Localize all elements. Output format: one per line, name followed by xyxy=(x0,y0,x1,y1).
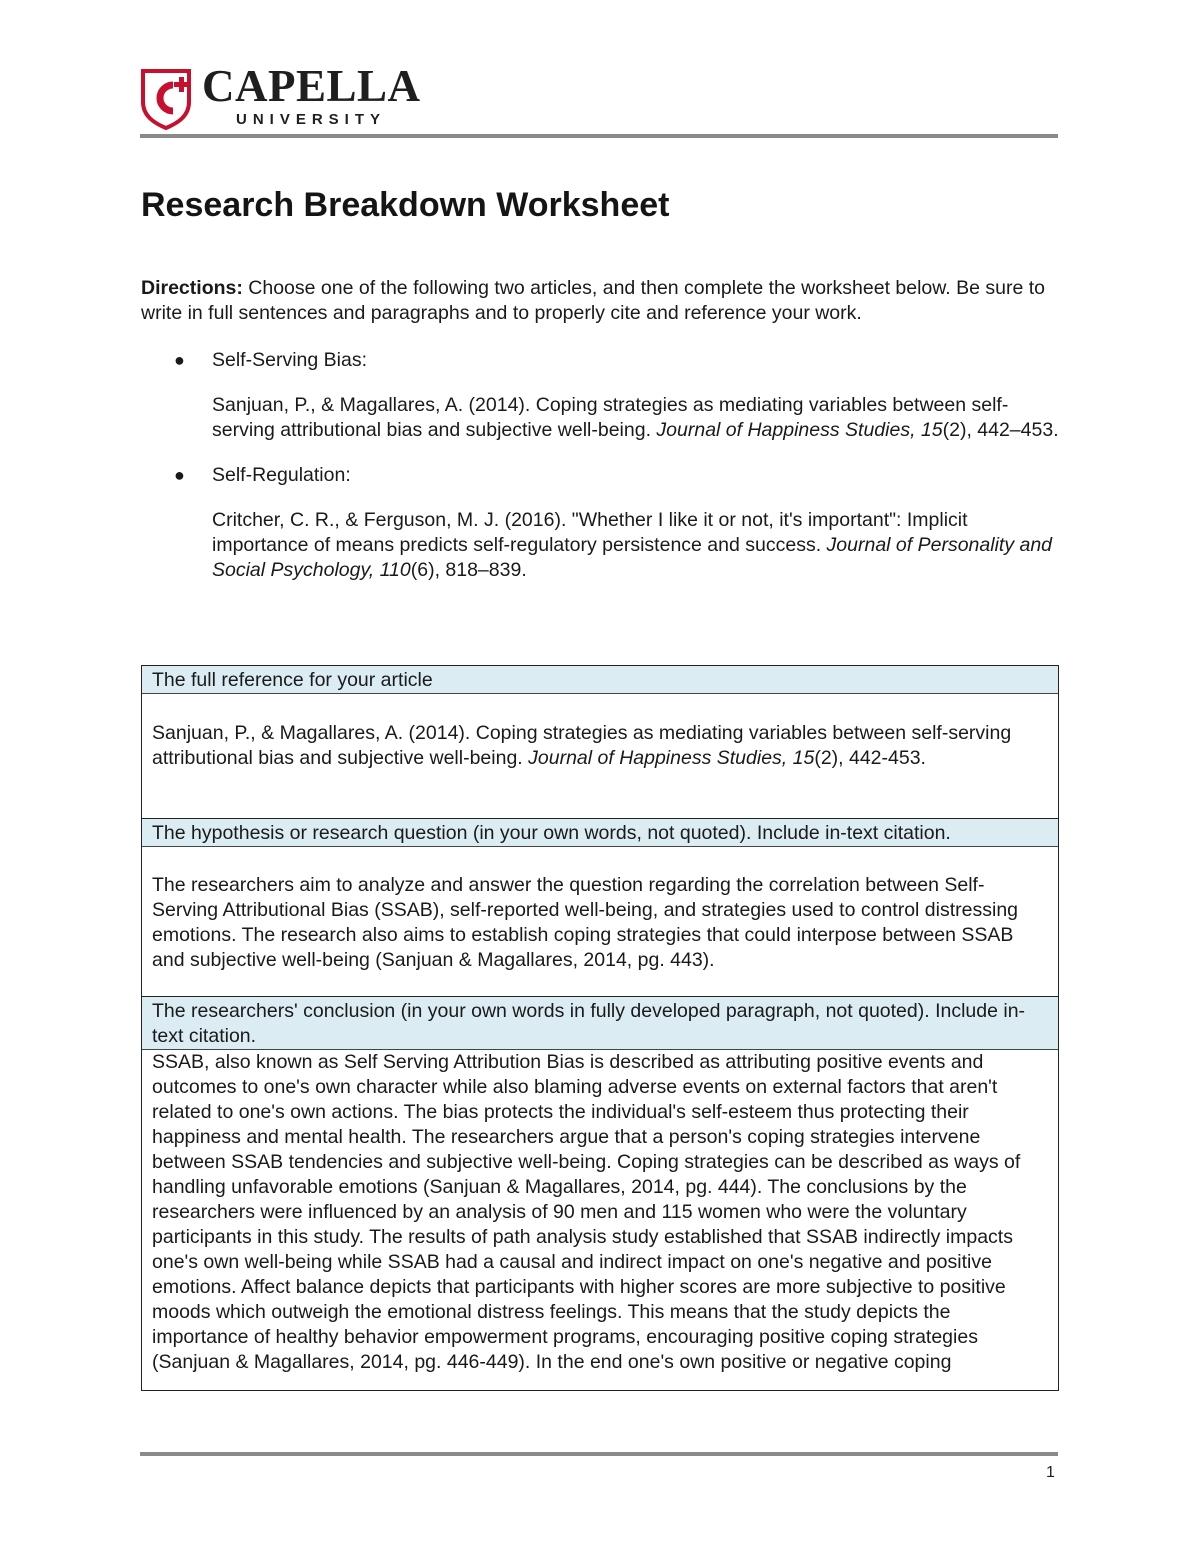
reference-text: Critcher, C. R., & Ferguson, M. J. (2016). "Whether I like it or not, it's important": Implicit importance of means predicts self-regulatory persistence and success. xyxy=(212,509,968,556)
article-reference xyxy=(212,393,1062,443)
article-list xyxy=(141,348,1071,603)
list-item xyxy=(141,463,1071,583)
footer-divider xyxy=(140,1452,1058,1456)
conclusion-answer[interactable]: SSAB, also known as Self Serving Attribution Bias is described as attributing positive events and outcomes to one's own character while also blaming adverse events on external factors that aren't related to one's own actions. The bias protects the individual's self-esteem thus protecting their happiness and mental health. The researchers argue that a person's coping strategies intervene between SSAB tendencies and subjective well-being. Coping strategies can be described as ways of handling unfavorable emotions (Sanjuan & Magallares, 2014, pg. 444). The conclusions by the researchers were influenced by an analysis of 90 men and 115 women who were the voluntary participants in this study. The results of path analysis study established that SSAB indirectly impacts one's own well-being while SSAB had a causal and indirect impact on one's negative and positive emotions. Affect balance depicts that participants with higher scores are more subjective to positive moods which outweigh the emotional distress feelings. This means that the study depicts the importance of healthy behavior empowerment programs, encouraging positive coping strategies (Sanjuan & Magallares, 2014, pg. 446-449). In the end one's own positive or negative coping xyxy=(152,1051,1021,1373)
answer-reference-journal: Journal of Happiness Studies, 15 xyxy=(528,747,815,769)
reference-journal: Journal of Personality and Social Psychology, 110 xyxy=(212,534,1053,581)
directions-label: Directions: xyxy=(141,277,243,299)
article-reference xyxy=(212,508,1062,583)
list-item xyxy=(141,348,1071,443)
article-heading: Self-Regulation: xyxy=(212,464,351,486)
reference-answer[interactable] xyxy=(142,694,1058,819)
header-divider xyxy=(140,134,1058,138)
reference-issue: (6), 818–839. xyxy=(410,559,527,581)
directions-paragraph xyxy=(141,276,1066,326)
answer-reference-issue: (2), 442-453. xyxy=(814,747,926,769)
reference-issue: (2), 442–453. xyxy=(942,419,1059,441)
logo-wordmark: CAPELLA xyxy=(202,61,421,111)
directions-text: Choose one of the following two articles, and then complete the worksheet below. Be sure to write in full sentences and paragraphs and to properly cite and reference your work. xyxy=(141,277,1045,324)
capella-shield-icon xyxy=(140,68,192,130)
answer-reference-text: Sanjuan, P., & Magallares, A. (2014). Coping strategies as mediating variables between self-serving attributional bias and subjective well-being. xyxy=(152,722,1012,769)
capella-logo xyxy=(140,61,440,132)
worksheet-table xyxy=(141,665,1059,1391)
conclusion-header: The researchers' conclusion (in your own words in fully developed paragraph, not quoted). Include in-text citation. xyxy=(142,997,1058,1050)
reference-text: Sanjuan, P., & Magallares, A. (2014). Coping strategies as mediating variables between self-serving attributional bias and subjective well-being. xyxy=(212,394,1009,441)
hypothesis-answer[interactable]: The researchers aim to analyze and answer the question regarding the correlation between Self-Serving Attributional Bias (SSAB), self-reported well-being, and strategies used to control distressing emotions. The research also aims to establish coping strategies that could interpose between SSAB and subjective well-being (Sanjuan & Magallares, 2014, pg. 443). xyxy=(142,847,1058,997)
page-title: Research Breakdown Worksheet xyxy=(141,186,670,224)
bullet-icon: ● xyxy=(174,350,185,370)
reference-header: The full reference for your article xyxy=(142,666,1058,694)
hypothesis-header: The hypothesis or research question (in your own words, not quoted). Include in-text citation. xyxy=(142,819,1058,847)
reference-journal: Journal of Happiness Studies, 15 xyxy=(656,419,943,441)
page-number: 1 xyxy=(1046,1464,1055,1481)
article-heading: Self-Serving Bias: xyxy=(212,349,367,371)
bullet-icon: ● xyxy=(174,465,185,485)
logo-subtitle: UNIVERSITY xyxy=(236,111,387,128)
